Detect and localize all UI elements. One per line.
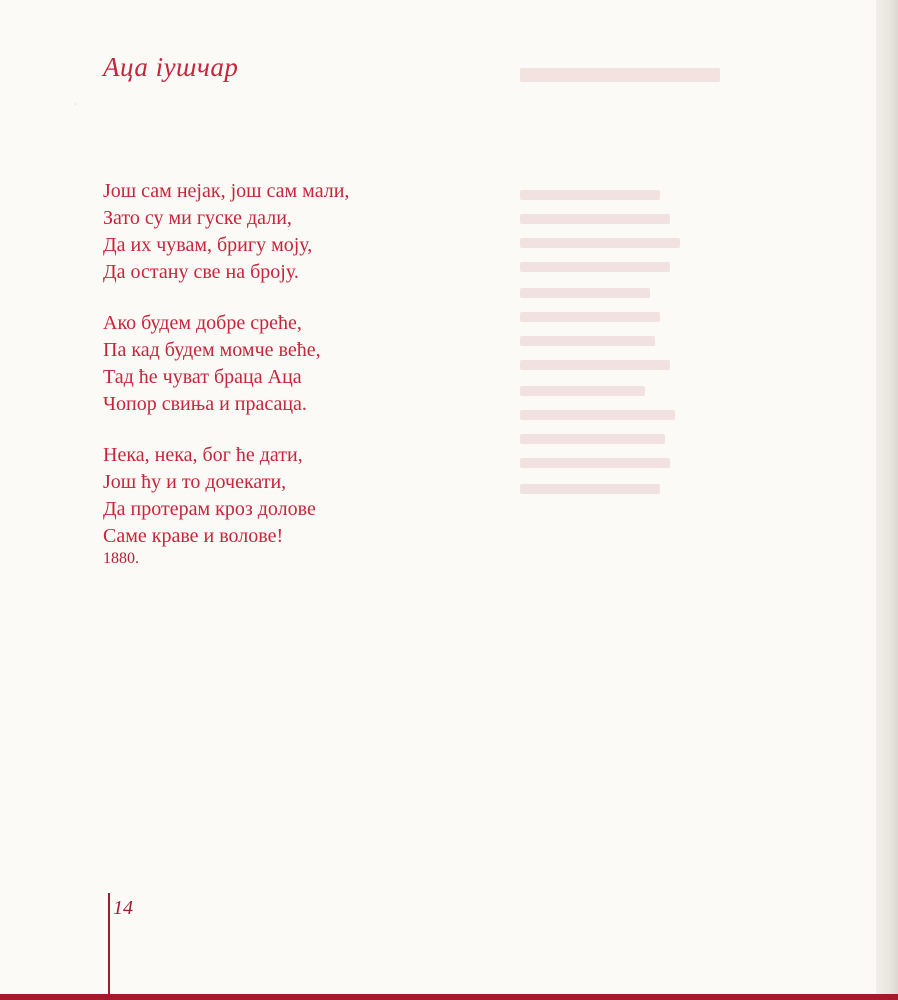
stanza-2 (103, 310, 523, 418)
poem-line: Тад ће чуват браца Аца (103, 366, 302, 388)
poem-line: Да протерам кроз долове (103, 498, 316, 520)
stanza-1 (103, 178, 523, 286)
stanza-3 (103, 442, 523, 550)
bottom-binding-band (0, 994, 898, 1000)
poem-line: Па кад будем момче веће, (103, 339, 321, 361)
poem-line: Ако будем добре среће, (103, 312, 302, 334)
poem-line: Да остану све на броју. (103, 261, 299, 283)
page-number: 14 (113, 897, 133, 919)
poem-year: 1880. (103, 550, 139, 567)
poem-title: Аца іушчар (103, 52, 239, 82)
poem-line: Нека, нека, бог ће дати, (103, 444, 303, 466)
poem-line: Саме краве и волове! (103, 525, 284, 547)
bleed-through-text (520, 0, 880, 1000)
poem-line: Да их чувам, бригу моју, (103, 234, 313, 256)
poem-body (103, 178, 523, 574)
page-number-rule (108, 893, 110, 994)
ink-speck: · (74, 100, 77, 109)
page-edge-shadow (876, 0, 898, 1000)
poem-line: Још ћу и то дочекати, (103, 471, 287, 493)
poem-line: Још сам нејак, још сам мали, (103, 180, 350, 202)
poem-line: Зато су ми гуске дали, (103, 207, 292, 229)
poem-line: Чопор свиња и прасаца. (103, 393, 307, 415)
